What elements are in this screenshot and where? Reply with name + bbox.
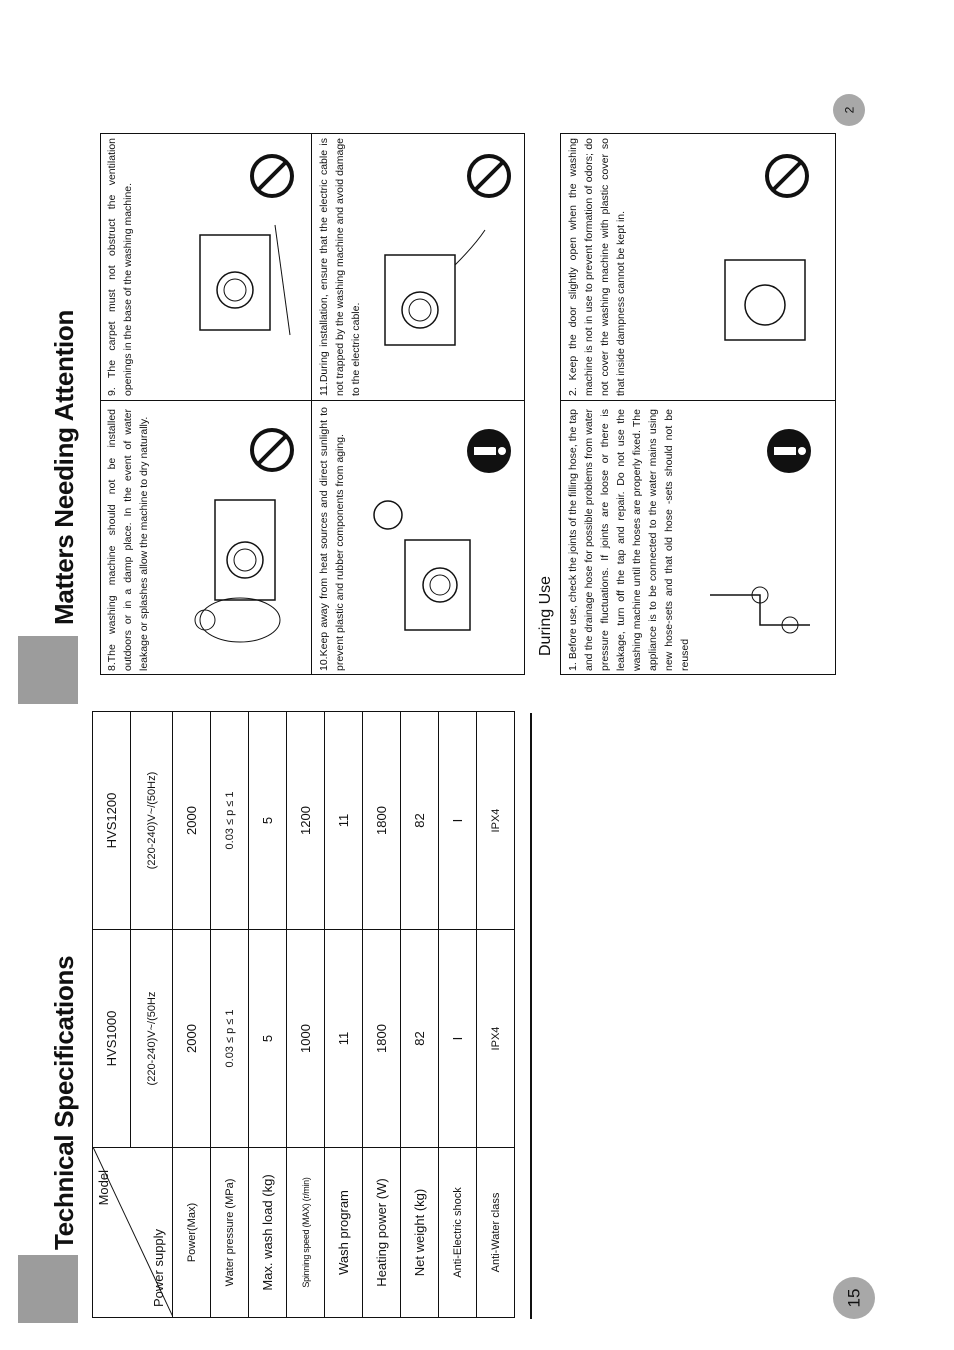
header-model-label: Model [96,1170,111,1206]
header-param-label: Power supply [151,1228,166,1307]
row-8-label: Anti-Water class [477,1148,515,1318]
section-tab-technical [18,1255,78,1323]
row-7-v2: 82 [401,712,439,930]
row-6-v1: 1800 [363,930,401,1148]
row-9-v1: IPX4 [477,930,515,1148]
header-model-2: HVS1200 [93,712,131,930]
washing-machine-illustration-door [715,250,815,350]
warning-icon [765,427,813,475]
row-9-v2: IPX4 [477,712,515,930]
row-1-label: Water pressure (MPa) [211,1148,249,1318]
row-4-v1: 1000 [287,930,325,1148]
washing-machine-illustration-11 [375,225,495,355]
prohibited-icon [763,152,811,200]
row-8-v2: I [439,712,477,930]
row-3-v1: 5 [249,930,287,1148]
row-6-label: Net weight (kg) [401,1148,439,1318]
row-3-v2: 5 [249,712,287,930]
row-1-v1: 2000 [173,930,211,1148]
row-4-label: Wash program [325,1148,363,1318]
item-11-text: 11.During installation, ensure that the electric cable is not trapped by the washing machine and avoid damage to the electric cable. [318,137,362,396]
page-number-right: 2 [833,94,865,126]
row-2-v2: 0.03 ≤ p ≤ 1 [211,712,249,930]
row-2-label: Max. wash load (kg) [249,1148,287,1318]
row-5-v2: 11 [325,712,363,930]
spec-header-corner [93,1148,173,1318]
row-2-v1: 0.03 ≤ p ≤ 1 [211,930,249,1148]
during-use-divider-h [560,400,836,401]
spec-table-edge [530,713,532,1319]
prohibited-icon [465,152,513,200]
section-tab-matters [18,636,78,704]
row-7-v1: 82 [401,930,439,1148]
technical-specifications-title: Technical Specifications [49,955,79,1250]
row-0-v2: (220-240)V~/(50Hz) [131,712,173,930]
row-8-v1: I [439,930,477,1148]
row-4-v2: 1200 [287,712,325,930]
matters-title: Matters Needing Attention [49,309,79,625]
spec-table [92,711,515,1318]
during-use-title: During Use [537,575,554,656]
header-model-1: HVS1000 [93,930,131,1148]
during-use-item-2: 2. Keep the door slightly open when the washing machine is not in use to prevent formation of odors; do not cover the washing machine with plastic cover so that inside dampness cannot be kept in. [567,138,627,396]
item-8-text: 8.The washing machine should not be installed outdoors or in a damp place. In the event of water leakage or splashes allow the machine to dry naturally. [106,409,150,671]
row-5-v1: 11 [325,930,363,1148]
matters-panel-divider-h [100,400,525,401]
warning-icon [465,427,513,475]
item-10-text: 10.Keep away from heat sources and direct sunlight to prevent plastic and rubber components from aging. [318,407,346,671]
row-3-label: Spinning speed (MAX) (r/min) [287,1148,325,1318]
row-1-v2: 2000 [173,712,211,930]
row-0-v1: (220-240)V~/(50Hz [131,930,173,1148]
page-number-left: 15 [833,1277,875,1319]
row-0-label: Power(Max) [173,1148,211,1318]
prohibited-icon [248,426,296,474]
item-9-text: 9. The carpet must not obstruct the ventilation openings in the base of the washing machine. [106,138,134,396]
washing-machine-illustration-9 [185,215,295,345]
row-6-v2: 1800 [363,712,401,930]
washing-machine-illustration-8 [185,470,295,650]
washing-machine-illustration-10 [370,480,480,650]
matters-panel-divider-v [311,133,312,675]
row-7-label: Anti-Electric shock [439,1148,477,1318]
spec-table-wrapper [92,712,532,1318]
hose-joint-illustration [700,575,830,665]
prohibited-icon [248,152,296,200]
during-use-item-1: 1. Before use, check the joints of the filling hose, the tap and the drainage hose for possible problems from water pressure fluctuations. If joints are loose or there is leakage, turn off the tap and repair. Do not use the washing machine until the hoses are properly fixed. The appliance is to be connected to the water mains using new hose-sets and that old hose -sets should not be reused [567,409,691,671]
row-5-label: Heating power (W) [363,1148,401,1318]
